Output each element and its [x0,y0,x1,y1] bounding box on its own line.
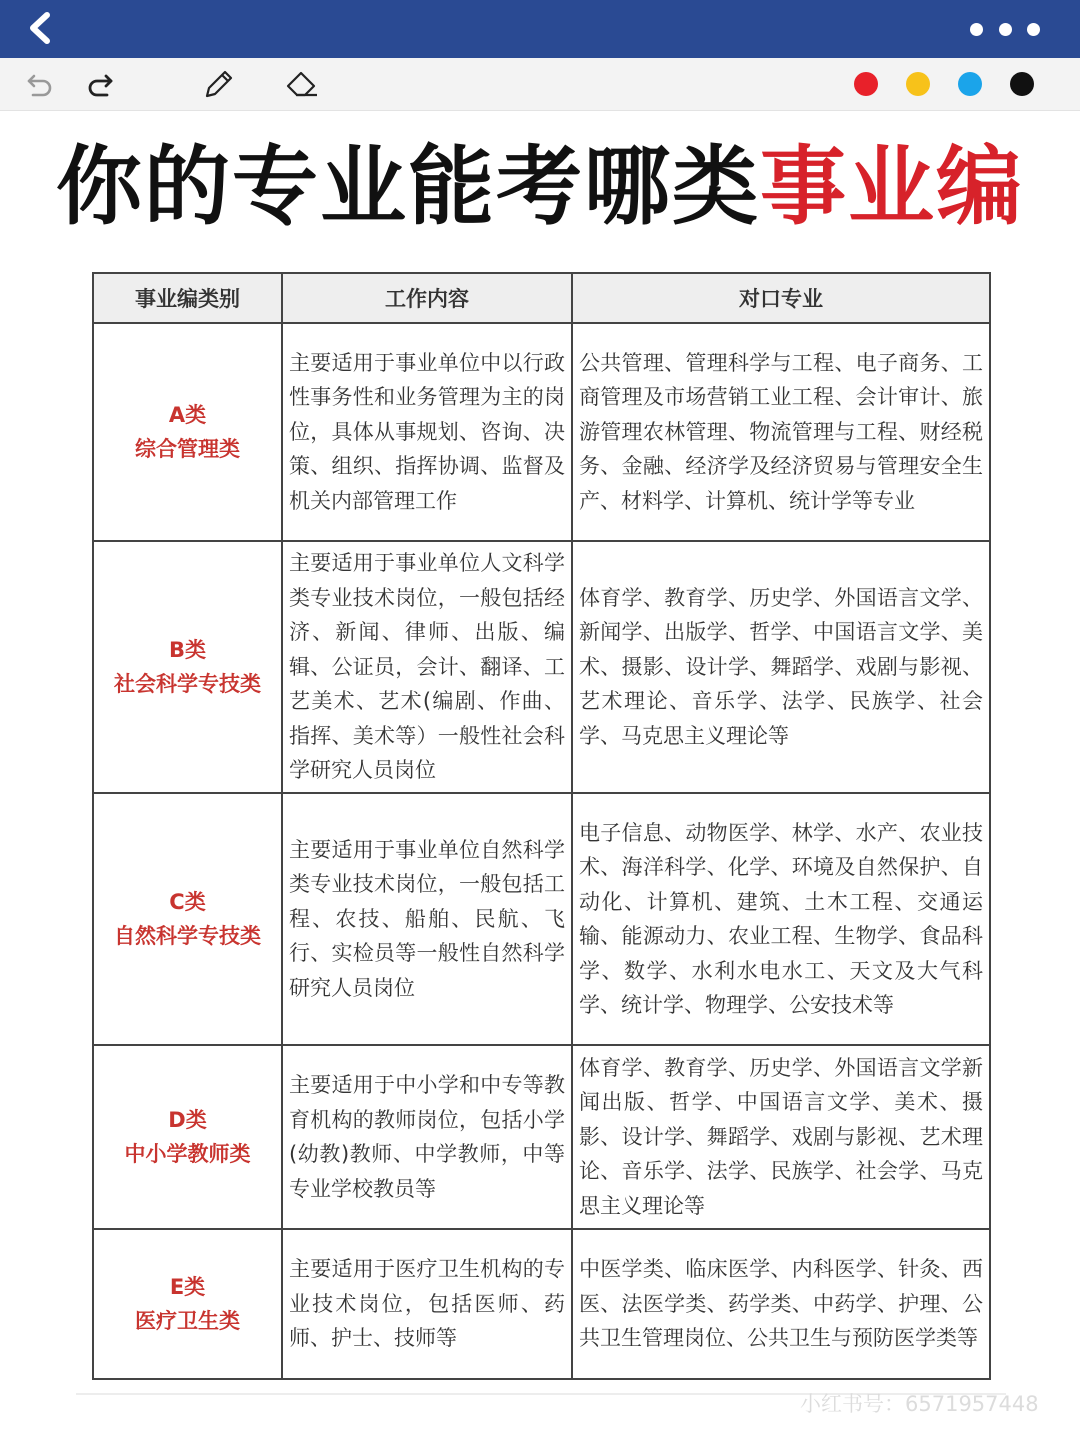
category-code: D类 [168,1108,207,1132]
redo-icon [85,69,115,99]
category-name: 医疗卫生类 [135,1309,240,1333]
title-highlight: 事业编 [760,137,1024,237]
work-content: 主要适用于事业单位自然科学类专业技术岗位，一般包括工程、农技、船舶、民航、飞行、实检员等一般性自然科学研究人员岗位 [282,793,572,1045]
redo-button[interactable] [82,66,118,102]
table-row [93,1045,990,1229]
work-content: 主要适用于事业单位人文科学类专业技术岗位，一般包括经济、新闻、律师、出版、编辑、公证员，会计、翻译、工艺美术、艺术(编剧、作曲、指挥、美术等）一般性社会科学研究人员岗位 [282,541,572,793]
category-cell [93,541,282,793]
work-content: 主要适用于事业单位中以行政性事务性和业务管理为主的岗位，具体从事规划、咨询、决策、组织、指挥协调、监督及机关内部管理工作 [282,323,572,541]
category-code: A类 [168,403,207,427]
category-cell [93,1045,282,1229]
chevron-left-icon [25,11,55,45]
table-row [93,1229,990,1379]
header-major: 对口专业 [572,273,990,323]
category-cell [93,793,282,1045]
table-row [93,323,990,541]
category-table [92,272,991,1380]
category-code: B类 [168,638,206,662]
work-content: 主要适用于中小学和中专等教育机构的教师岗位，包括小学(幼教)教师、中学教师，中等专业学校教员等 [282,1045,572,1229]
header-category: 事业编类别 [93,273,282,323]
category-cell [93,323,282,541]
more-dot [970,23,983,36]
more-button[interactable] [970,14,1040,44]
undo-icon [25,69,55,99]
eraser-icon [284,67,320,101]
table-header-row [93,273,990,323]
xiaohongshu-watermark: 小红书号：6571957448 [800,1392,1039,1416]
category-code: E类 [169,1275,206,1299]
matching-majors: 电子信息、动物医学、林学、水产、农业技术、海洋科学、化学、环境及自然保护、自动化、计算机、建筑、土木工程、交通运输、能源动力、农业工程、生物学、食品科学、数学、水利水电水工、天文及大气科学、统计学、物理学、公安技术等 [572,793,990,1045]
more-dot [1027,23,1040,36]
work-content: 主要适用于医疗卫生机构的专业技术岗位，包括医师、药师、护士、技师等 [282,1229,572,1379]
table-row [93,793,990,1045]
page-title [0,132,1080,242]
back-button[interactable] [18,6,62,50]
table-row [93,541,990,793]
pen-button[interactable] [200,66,236,102]
undo-button[interactable] [22,66,58,102]
category-name: 社会科学专技类 [114,672,261,696]
matching-majors: 中医学类、临床医学、内科医学、针灸、西医、法医学类、药学类、中药学、护理、公共卫生管理岗位、公共卫生与预防医学类等 [572,1229,990,1379]
color-swatch-yellow[interactable] [906,72,930,96]
top-bar [0,0,1080,58]
color-swatch-red[interactable] [854,72,878,96]
matching-majors: 体育学、教育学、历史学、外国语言文学新闻出版、哲学、中国语言文学、美术、摄影、设计学、舞蹈学、戏剧与影视、艺术理论、音乐学、法学、民族学、社会学、马克思主义理论等 [572,1045,990,1229]
more-dot [999,23,1012,36]
category-name: 中小学教师类 [124,1142,251,1166]
category-name: 综合管理类 [135,437,240,461]
category-code: C类 [169,890,206,914]
category-cell [93,1229,282,1379]
title-main: 你的专业能考哪类 [56,137,760,237]
header-work: 工作内容 [282,273,572,323]
matching-majors: 公共管理、管理科学与工程、电子商务、工商管理及市场营销工业工程、会计审计、旅游管理农林管理、物流管理与工程、财经税务、金融、经济学及经济贸易与管理安全生产、材料学、计算机、统计学等专业 [572,323,990,541]
matching-majors: 体育学、教育学、历史学、外国语言文学、新闻学、出版学、哲学、中国语言文学、美术、摄影、设计学、舞蹈学、戏剧与影视、艺术理论、音乐学、法学、民族学、社会学、马克思主义理论等 [572,541,990,793]
annotation-toolbar [0,58,1080,111]
category-name: 自然科学专技类 [114,924,261,948]
pen-icon [201,67,235,101]
color-swatch-black[interactable] [1010,72,1034,96]
color-swatch-blue[interactable] [958,72,982,96]
eraser-button[interactable] [284,66,320,102]
